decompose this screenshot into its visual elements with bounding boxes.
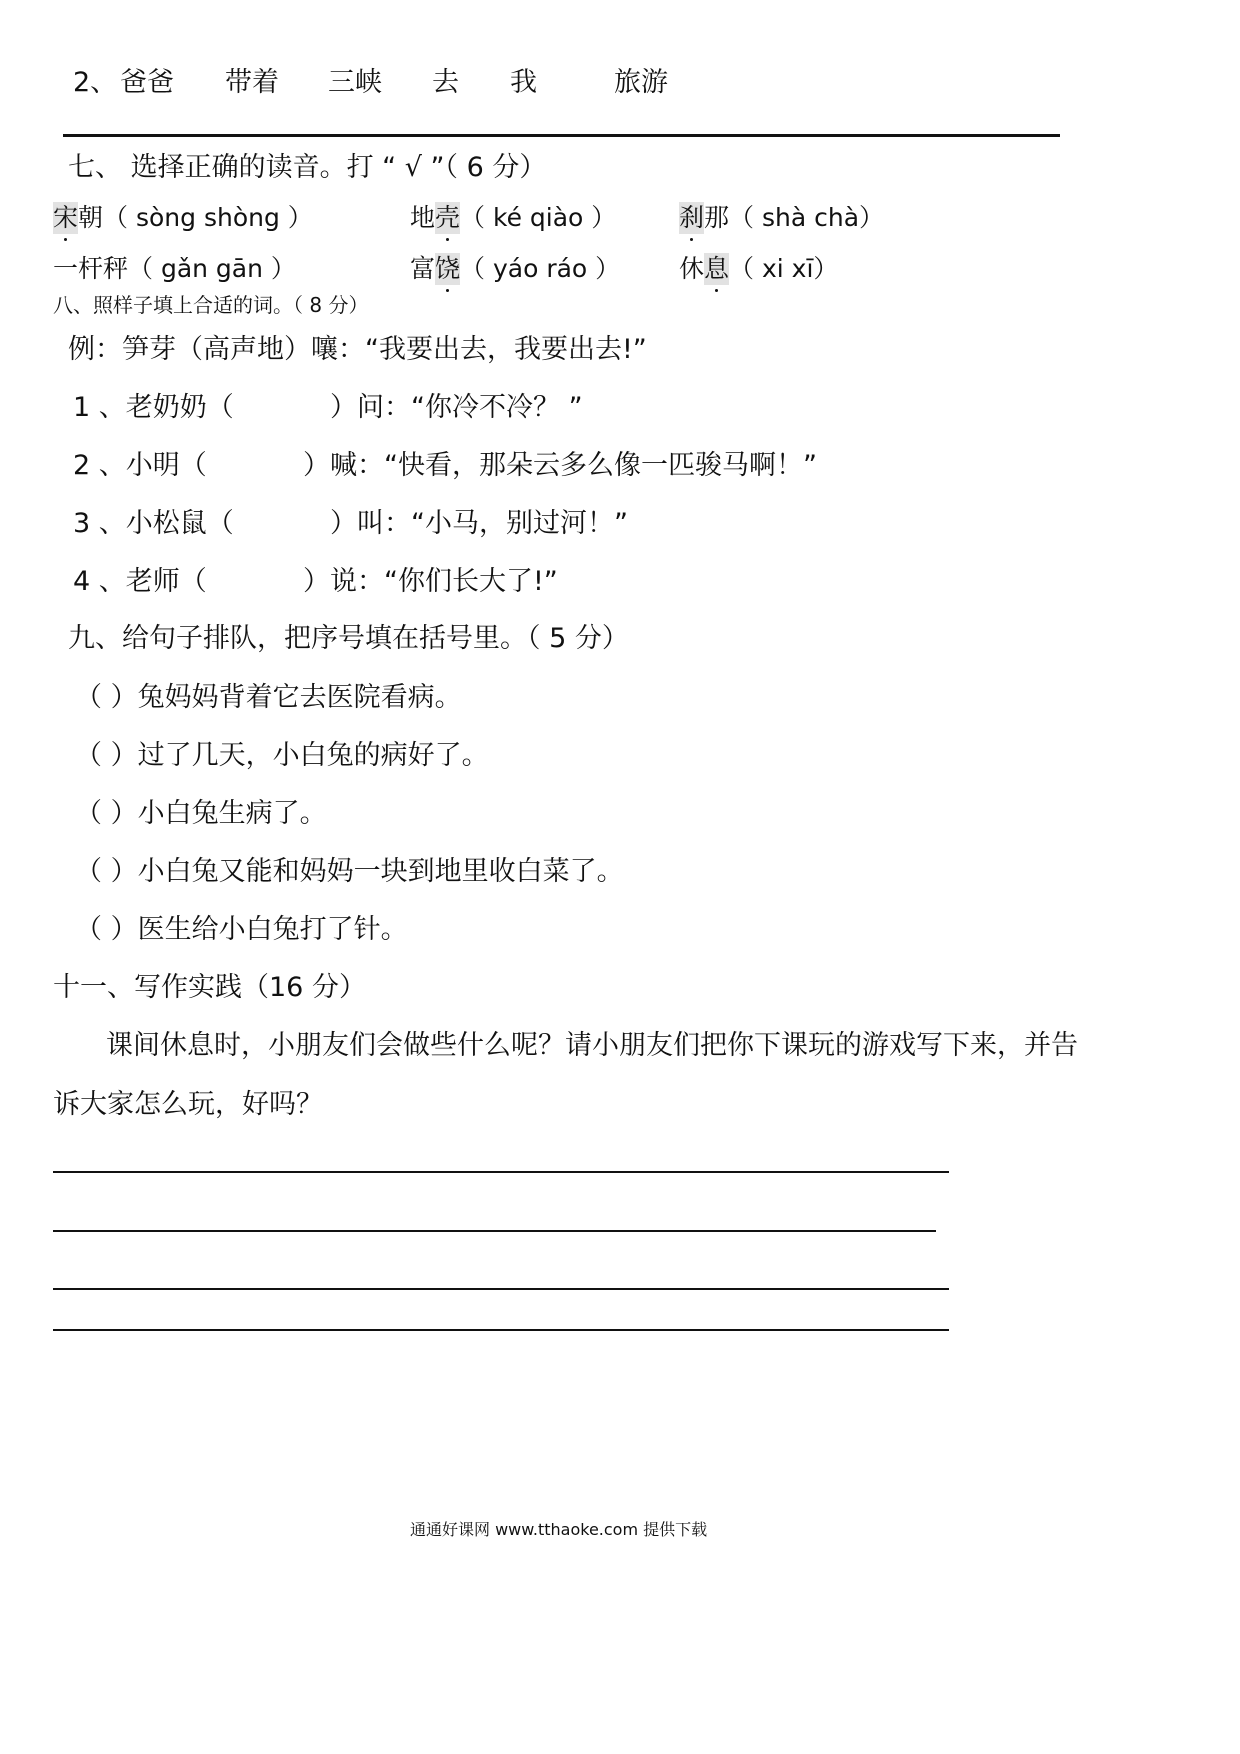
q2-word-3: 三峡 [328,67,382,98]
sec8-item-1-end: ）问：“你冷不冷？ ” [330,392,583,423]
highlighted-char: 刹 [679,203,705,232]
item-pinyin: （ yáo ráo ） [460,254,621,283]
sec9-item-2: （ ）过了几天，小白兔的病好了。 [75,740,489,771]
writing-line-4[interactable] [53,1329,949,1331]
highlighted-char: 息 [704,254,730,283]
item-prefix: 休 [679,254,705,283]
writing-line-1[interactable] [53,1171,949,1173]
sec7-title: 七、 选择正确的读音。打 “ √ ”（ 6 分） [68,152,547,183]
item-pinyin: （ ké qiào ） [460,203,617,232]
sec8-item-2-start: 2 、小明（ [73,450,207,481]
sec8-item-4-end: ）说：“你们长大了!” [303,566,558,597]
sec11-prompt-line-1: 课间休息时，小朋友们会做些什么呢？请小朋友们把你下课玩的游戏写下来，并告 [106,1030,1078,1061]
item-pinyin: （ xi xī） [729,254,839,283]
sec11-prompt-line-2: 诉大家怎么玩，好吗？ [53,1089,323,1120]
sec7-item-1 [53,202,313,234]
sec9-item-5: （ ）医生给小白兔打了针。 [75,914,408,945]
sec9-title: 九、给句子排队，把序号填在括号里。（ 5 分） [68,623,629,654]
q2-word-4: 去 [432,67,459,98]
q2-number: 2、 [73,67,118,98]
sec8-title: 八、照样子填上合适的词。（ 8 分） [53,293,369,317]
highlighted-char: 宋 [53,203,79,232]
item-text: 一杆秤（ gǎn gān ） [53,254,296,283]
q2-word-6: 旅游 [614,67,668,98]
footer-credit: 通通好课网 www.tthaoke.com 提供下载 [410,1520,708,1539]
sec7-item-4 [53,253,296,285]
sec8-item-3-start: 3 、小松鼠（ [73,508,234,539]
q2-word-5: 我 [510,67,537,98]
item-pinyin: 朝（ sòng shòng ） [78,203,313,232]
sec8-item-1-start: 1 、老奶奶（ [73,392,234,423]
writing-line-3[interactable] [53,1288,949,1290]
sec9-item-1: （ ）兔妈妈背着它去医院看病。 [75,682,462,713]
item-prefix: 地 [410,203,436,232]
sec7-item-5 [410,253,620,285]
sec11-title: 十一、写作实践（16 分） [53,972,366,1003]
highlighted-char: 饶 [435,254,461,283]
sec7-item-2 [410,202,616,234]
writing-line-2[interactable] [53,1230,936,1232]
q2-word-1: 爸爸 [120,67,174,98]
sec7-item-3 [679,202,884,234]
item-pinyin: 那（ shà chà） [704,203,885,232]
sec8-example: 例：笋芽（高声地）嚷：“我要出去，我要出去!” [68,334,647,365]
sec9-item-4: （ ）小白兔又能和妈妈一块到地里收白菜了。 [75,856,624,887]
sec8-item-4-start: 4 、老师（ [73,566,207,597]
highlighted-char: 壳 [435,203,461,232]
sec8-item-2-end: ）喊：“快看，那朵云多么像一匹骏马啊！” [303,450,817,481]
q2-word-2: 带着 [225,67,279,98]
sec7-item-6 [679,253,838,285]
answer-line-thick [63,134,1060,137]
item-prefix: 富 [410,254,436,283]
sec8-item-3-end: ）叫：“小马，别过河！” [330,508,628,539]
sec9-item-3: （ ）小白兔生病了。 [75,798,327,829]
